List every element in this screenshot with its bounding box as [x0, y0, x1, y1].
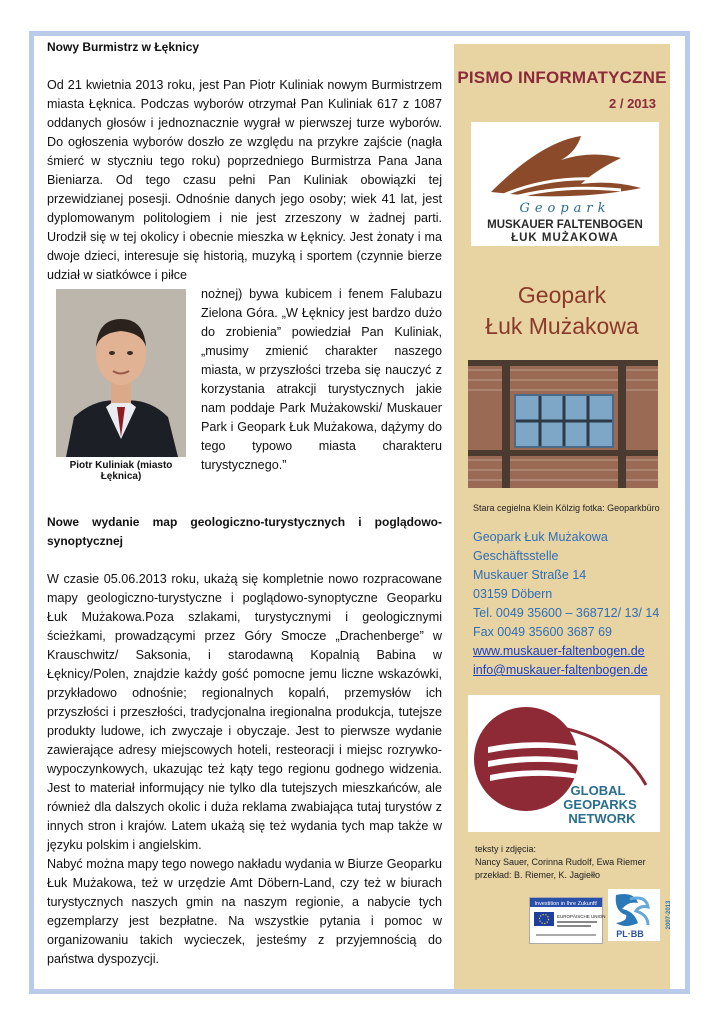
ggn-text-network: NETWORK	[568, 811, 636, 826]
credits	[475, 843, 646, 882]
logo-text-faltenbogen: MUSKAUER FALTENBOGEN	[487, 219, 643, 231]
geopark-name	[454, 280, 670, 342]
credits-label: teksty i zdjęcia:	[475, 844, 537, 854]
article1-paragraph-cont: nożnej) bywa kubicem i fenem Falubazu Zielona Góra. „W Łęknicy jest bardzo dużo do zrobienia” powiedział Pan Kuliniak, „musimy zmienić charakter naszego miasta, w przyszłości trzeba się nauczyć z korzystania atrakcji turystycznych jakie nam poddaje Park Mużakowski/ Muskauer Park i Geopark Łuk Mużakowa, dążymy do tego typowo miasta charakteru turystycznego.”	[201, 287, 442, 472]
website-link[interactable]: www.muskauer-faltenbogen.de	[473, 644, 645, 658]
contact-phone: Tel. 0049 35600 – 368712/ 13/ 14	[473, 606, 660, 620]
newsletter-title: PISMO INFORMATYCZNE	[457, 68, 667, 87]
global-geoparks-network-logo	[468, 695, 660, 832]
credits-translation: przekład: B. Riemer, K. Jagiełło	[475, 870, 601, 880]
pl-bb-logo	[608, 889, 672, 941]
eu-flag-icon	[530, 898, 606, 943]
contact-street: Muskauer Straße 14	[473, 568, 587, 582]
portrait-caption: Piotr Kuliniak (miasto Łęknica)	[69, 460, 173, 482]
article2-paragraph: W czasie 05.06.2013 roku, ukażą się kompletnie nowo rozpracowane mapy geologiczno-turystyczne i poglądowo-synoptyczne Geoparku Łuk Mużakowa.Poza szlakami, turystycznymi i geologicznymi ścieżkami, prowadzącymi przez Góry Smocze „Drachenberge” w Krauschwitz/ Saksonia, i starodawną Kopalnią Babina w Łęknicy/Polen, znajdzie każdy gość pomocne jemu liczne wskazówki, przykładowo odnośnie; regionalnych kopalń, przemysłów ich przyszłości i przeszłości, tradycjonalna iregionalna produkcja, tutejsze produkty ludowe, ich zwyczaje i obyczaje. Jest to pierwsze wydanie zawierające adresy miejscowych hoteli, resteoracji i miejsc rozrywko-wypoczynkowych, ukazując też kąty tego regionu godnego widzenia. Jest to materiał informujący nie tylko dla tutejszych mieszkańców, ale również dla dalszych okolic i duża reklama zwabiająca tutaj turystów z innych stron i krajów. Latem ukażą się też wydania tych map także w języku polskim i angielskim.	[47, 572, 442, 852]
contact-fax: Fax 0049 35600 3687 69	[473, 625, 613, 639]
contact-org: Geopark Łuk Mużakowa	[473, 530, 608, 544]
ggn-text-geoparks: GEOPARKS	[563, 797, 637, 812]
article2-heading: Nowe wydanie map geologiczno-turystycznych i poglądowo-synoptycznej	[47, 515, 442, 548]
eu-slogan: Investition in Ihre Zukunft!	[534, 901, 598, 907]
geopark-name-line2: Łuk Mużakowa	[485, 313, 639, 339]
brickworks-caption: Stara cegielna Klein Kölzig fotka: Geoparkbüro	[473, 503, 660, 513]
contact-office: Geschäftsstelle	[473, 549, 559, 563]
pl-bb-years: 2007-2013	[666, 900, 672, 930]
ggn-logo-mark	[468, 695, 660, 832]
geopark-logo-mark	[471, 122, 659, 246]
article2-paragraph-2: Nabyć można mapy tego nowego nakładu wydania w Biurze Geoparku Łuk Mużakowa, też w urzędzie Amt Döbern-Land, czy też w biurach turystycznych naszych gmin na naszym regionie, a nabycie tych egzemplarzy jest bezpłatne. Na wszystkie pytania i pomoc w organizowaniu takich wycieczek, jesteśmy z przyjemnością do państwa dyspozycji.	[47, 857, 442, 966]
geopark-name-line1: Geopark	[517, 282, 607, 308]
contact-city: 03159 Döbern	[473, 587, 553, 601]
main-column	[47, 38, 442, 969]
geopark-logo	[471, 122, 659, 246]
ggn-text-global: GLOBAL	[570, 783, 626, 798]
eu-union-label: EUROPÄISCHE UNION	[557, 914, 606, 919]
logo-text-geopark: Geopark	[519, 201, 611, 216]
issue-number: 2 / 2013	[609, 96, 656, 111]
article1-paragraph: Od 21 kwietnia 2013 roku, jest Pan Piotr Kuliniak nowym Burmistrzem miasta Łęknica. Podczas wyborów otrzymał Pan Kuliniak 617 z 1087 oddanych głosów i jednoznacznie wygrał w pierwszej turze wyborów. Do ogłoszenia wyborów doszło ze względu na przykre zajście (nagła śmierć w styczniu tego roku) poprzedniego Burmistrza Pana Jana Bieniarza. Od tego czasu pełni Pan Kuliniak obowiązki tej przewidzianej posesji. Odnośnie danych jego osoby; wiek 41 lat, jest dyplomowanym politologiem i nie jest zrzeszony w żadnej parti. Urodził się w tej okolicy i obecnie mieszka w Łęknicy. Jest żonaty i ma dwoje dzieci, interesuje się historią, muzyką i sportem (czynnie bierze udział w siatkówce i piłce	[47, 78, 442, 282]
contact-block	[473, 528, 659, 680]
sidebar	[454, 44, 670, 989]
portrait-figure	[56, 289, 186, 482]
article1-heading: Nowy Burmistrz w Łęknicy	[47, 40, 200, 54]
portrait-photo	[56, 289, 186, 457]
credits-authors: Nancy Sauer, Corinna Rudolf, Ewa Riemer	[475, 857, 646, 867]
pl-bb-mark	[608, 889, 672, 941]
portrait-image	[56, 289, 186, 457]
eu-funding-logo	[529, 897, 606, 944]
brickworks-image	[468, 360, 658, 488]
pl-bb-label: PL·BB	[616, 929, 644, 939]
logo-text-luk: ŁUK MUŻAKOWA	[511, 232, 619, 244]
brickworks-photo	[468, 360, 658, 488]
email-link[interactable]: info@muskauer-faltenbogen.de	[473, 663, 648, 677]
